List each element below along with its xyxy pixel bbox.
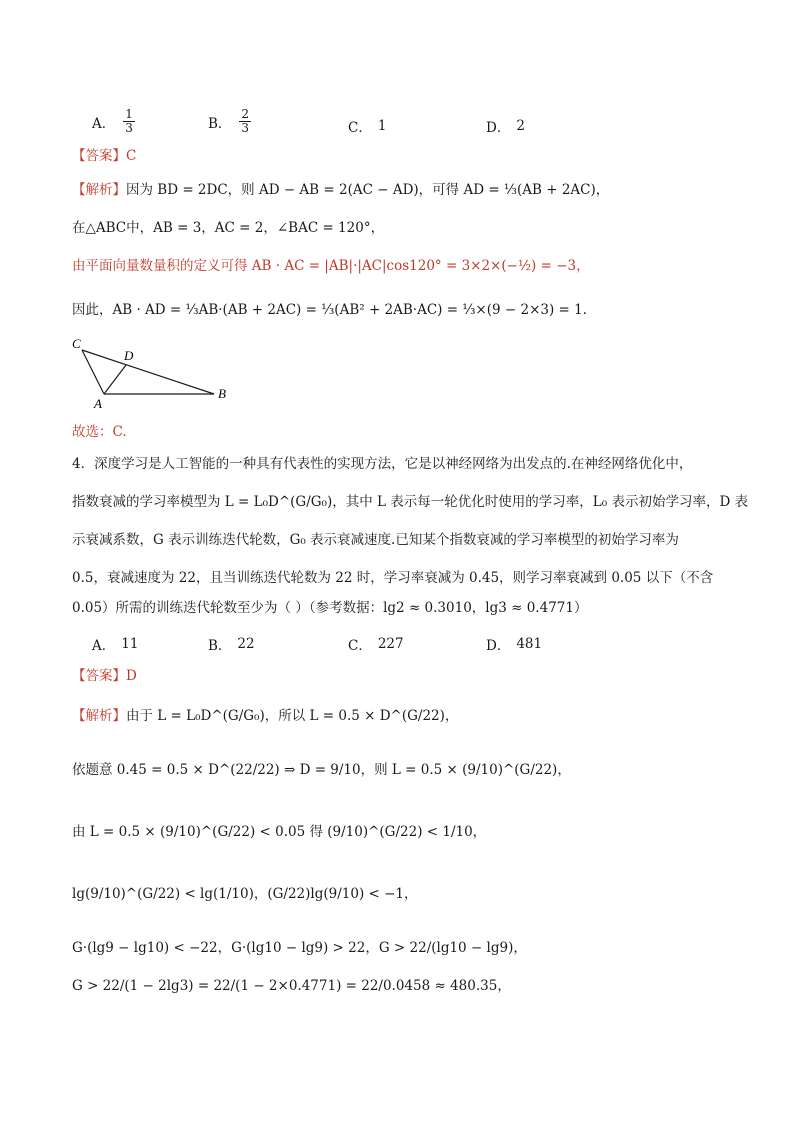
q3-analysis-line-1: 【解析】因为 BD = 2DC，则 AD − AB = 2(AC − AD)，可得 AD = ⅓(AB + 2AC)， bbox=[72, 182, 610, 198]
q4-stem-line-1: 4．深度学习是人工智能的一种具有代表性的实现方法，它是以神经网络为出发点的.在神经网络优化中， bbox=[72, 456, 693, 472]
q4-analysis-line-4: lg(9/10)^(G/22) < lg(1/10)，(G/22)lg(9/10) < −1， bbox=[72, 886, 418, 902]
q4-stem-line-5: 0.05）所需的训练迭代轮数至少为（ ）（参考数据：lg2 ≈ 0.3010，lg3 ≈ 0.4771） bbox=[72, 600, 588, 616]
triangle-figure bbox=[68, 332, 238, 412]
q3-analysis-line-4: 因此，AB · AD = ⅓AB·(AB + 2AC) = ⅓(AB² + 2AB·AC) = ⅓×(9 − 2×3) = 1. bbox=[72, 302, 588, 318]
q4-analysis-line-3: 由 L = 0.5 × (9/10)^(G/22) < 0.05 得 (9/10)^(G/22) < 1/10， bbox=[72, 824, 487, 840]
q4-analysis-line-6: G > 22/(1 − 2lg3) = 22/(1 − 2×0.4771) = 22/0.0458 ≈ 480.35， bbox=[72, 978, 511, 994]
label-c: C bbox=[72, 336, 81, 351]
q3-option-a[interactable]: A． $\frac{1}{3}$ bbox=[92, 107, 133, 135]
q4-option-c[interactable]: C． 227 bbox=[348, 636, 404, 654]
q3-conclusion: 故选：C. bbox=[72, 424, 127, 440]
q3-analysis-line-2: 在△ABC中，AB = 3，AC = 2，∠BAC = 120°， bbox=[72, 220, 385, 236]
segment-cb bbox=[82, 350, 214, 394]
fraction: $\frac{1}{3}$ bbox=[125, 107, 133, 135]
q4-analysis-line-2: 依题意 0.45 = 0.5 × D^(22/22) ⇒ D = 9/10，则 L = 0.5 × (9/10)^(G/22)， bbox=[72, 762, 571, 778]
label-d: D bbox=[124, 348, 134, 363]
q3-option-d[interactable]: D． 2 bbox=[486, 118, 525, 136]
q3-answer: 【答案】C bbox=[72, 148, 137, 164]
q4-stem-line-3: 示衰减系数，G 表示训练迭代轮数，G₀ 表示衰减速度.已知某个指数衰减的学习率模型的初始学习率为 bbox=[72, 532, 679, 548]
q4-option-a[interactable]: A． 11 bbox=[92, 636, 139, 654]
q4-analysis-line-5: G·(lg9 − lg10) < −22，G·(lg10 − lg9) > 22，G > 22/(lg10 − lg9)， bbox=[72, 940, 527, 956]
q4-option-b[interactable]: B． 22 bbox=[208, 636, 255, 654]
label-b: B bbox=[218, 386, 226, 401]
q4-option-d[interactable]: D． 481 bbox=[486, 636, 543, 654]
q3-option-b[interactable]: B． $\frac{2}{3}$ bbox=[208, 107, 250, 135]
q4-analysis-line-1: 【解析】由于 L = L₀D^(G/G₀)，所以 L = 0.5 × D^(G/22)， bbox=[72, 708, 459, 724]
q3-analysis-line-3: 由平面向量数量积的定义可得 AB · AC = |AB|·|AC|cos120° = 3×2×(−½) = −3， bbox=[72, 258, 590, 274]
q4-stem-line-4: 0.5，衰减速度为 22，且当训练迭代轮数为 22 时，学习率衰减为 0.45，则学习率衰减到 0.05 以下（不含 bbox=[72, 570, 714, 586]
q4-stem-line-2: 指数衰减的学习率模型为 L = L₀D^(G/G₀)，其中 L 表示每一轮优化时使用的学习率，L₀ 表示初始学习率，D 表 bbox=[72, 494, 749, 510]
q3-option-c[interactable]: C． 1 bbox=[348, 118, 387, 136]
q4-answer: 【答案】D bbox=[72, 668, 137, 684]
segment-ad bbox=[104, 365, 126, 394]
fraction: $\frac{2}{3}$ bbox=[241, 107, 250, 135]
label-a: A bbox=[94, 396, 102, 411]
